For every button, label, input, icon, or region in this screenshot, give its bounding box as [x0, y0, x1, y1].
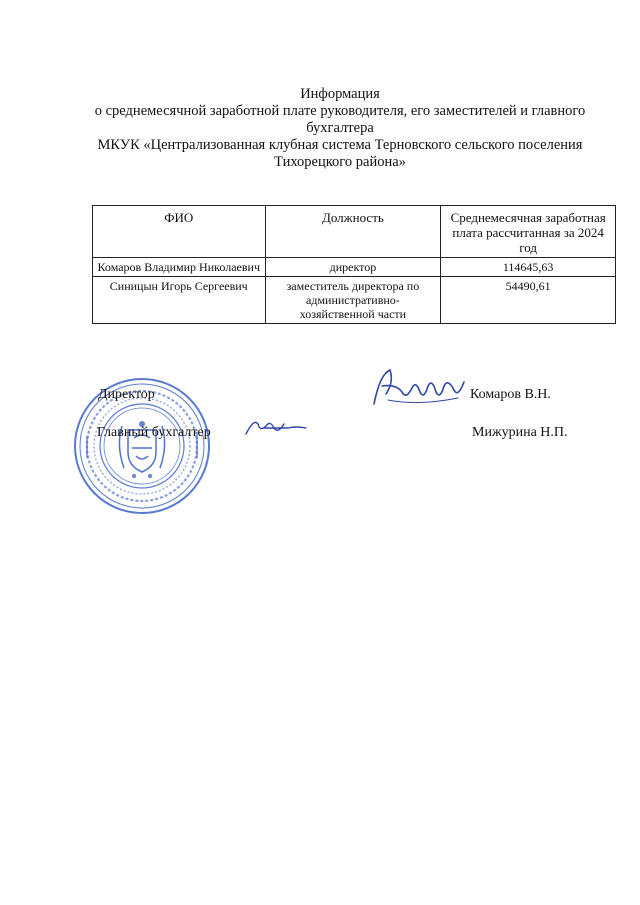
title-line-3: МКУК «Централизованная клубная система Терновского сельского поселения Тихорецкого района»	[97, 137, 583, 170]
table-row	[93, 258, 616, 277]
header-salary: Среднемесячная заработная плата рассчитанная за 2024 год	[441, 206, 616, 258]
document-title	[80, 86, 600, 171]
director-label: Директор	[98, 387, 155, 402]
table-row	[93, 277, 616, 324]
director-name: Комаров В.Н.	[470, 387, 551, 402]
table-header-row	[93, 206, 616, 258]
accountant-name: Мижурина Н.П.	[472, 425, 568, 440]
director-signature	[368, 364, 468, 410]
header-fio: ФИО	[93, 206, 266, 258]
title-line-1: Информация	[300, 86, 380, 102]
header-position: Должность	[265, 206, 441, 258]
title-line-2: о среднемесячной заработной плате руководителя, его заместителей и главного бухгалтера	[94, 103, 586, 136]
accountant-signature	[240, 414, 310, 440]
accountant-label: Главный бухгалтер	[97, 425, 211, 440]
cell-salary: 54490,61	[441, 277, 616, 324]
cell-name: Комаров Владимир Николаевич	[93, 258, 266, 277]
cell-position: директор	[265, 258, 441, 277]
cell-name: Синицын Игорь Сергеевич	[93, 277, 266, 324]
salary-table	[92, 205, 616, 324]
cell-position: заместитель директора по административно-хозяйственной части	[265, 277, 441, 324]
cell-salary: 114645,63	[441, 258, 616, 277]
